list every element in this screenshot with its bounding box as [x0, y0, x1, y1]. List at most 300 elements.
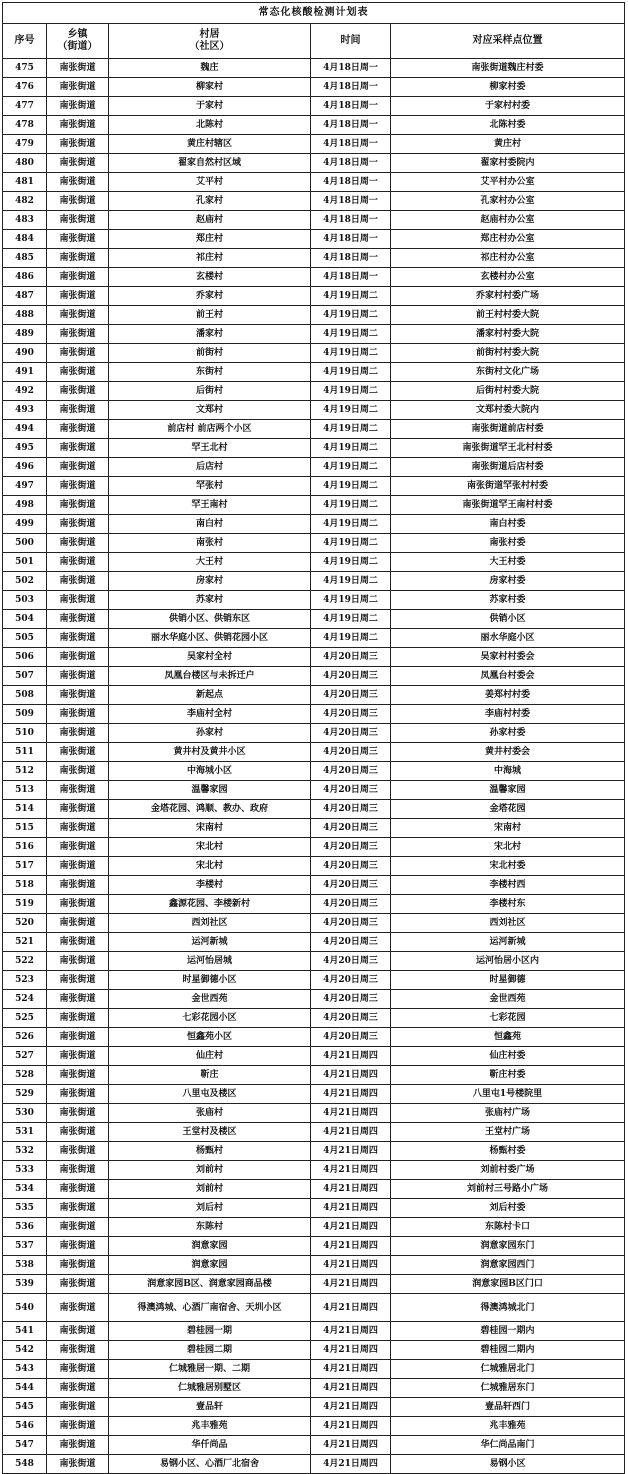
- cell-village: 王堂村及楼区: [109, 1123, 311, 1142]
- cell-town: 南张街道: [47, 724, 109, 743]
- cell-site: 华仁尚品南门: [391, 1436, 625, 1455]
- cell-village: 金世西苑: [109, 990, 311, 1009]
- cell-village: 壹品轩: [109, 1398, 311, 1417]
- cell-town: 南张街道: [47, 78, 109, 97]
- cell-site: 兆丰雅苑: [391, 1417, 625, 1436]
- cell-village: 黄庄村辖区: [109, 135, 311, 154]
- cell-town: 南张街道: [47, 420, 109, 439]
- header-town-line2: （街道）: [57, 41, 98, 52]
- table-row: [3, 1294, 625, 1322]
- cell-town: 南张街道: [47, 1360, 109, 1379]
- cell-village: 仁城雅居一期、二期: [109, 1360, 311, 1379]
- cell-village: 艾平村: [109, 173, 311, 192]
- cell-village: 供销小区、供销东区: [109, 610, 311, 629]
- cell-no: 520: [3, 914, 47, 933]
- cell-no: 524: [3, 990, 47, 1009]
- cell-time: 4月19日周二: [311, 325, 391, 344]
- cell-village: 时星御德小区: [109, 971, 311, 990]
- cell-no: 512: [3, 762, 47, 781]
- cell-village: 运河怡居城: [109, 952, 311, 971]
- table-row: [3, 1379, 625, 1398]
- cell-time: 4月21日周四: [311, 1123, 391, 1142]
- cell-town: 南张街道: [47, 211, 109, 230]
- table-row: [3, 344, 625, 363]
- cell-town: 南张街道: [47, 914, 109, 933]
- cell-time: 4月19日周二: [311, 420, 391, 439]
- table-row: [3, 249, 625, 268]
- cell-village: 文郑村: [109, 401, 311, 420]
- cell-no: 538: [3, 1256, 47, 1275]
- cell-time: 4月19日周二: [311, 458, 391, 477]
- cell-site: 中海城: [391, 762, 625, 781]
- cell-time: 4月20日周三: [311, 781, 391, 800]
- cell-site: 苏家村委: [391, 591, 625, 610]
- cell-no: 519: [3, 895, 47, 914]
- cell-site: 运河新城: [391, 933, 625, 952]
- table-row: [3, 895, 625, 914]
- cell-time: 4月21日周四: [311, 1275, 391, 1294]
- cell-time: 4月19日周二: [311, 610, 391, 629]
- cell-site: 恒鑫苑: [391, 1028, 625, 1047]
- table-row: [3, 857, 625, 876]
- cell-site: 前街村村委大院: [391, 344, 625, 363]
- schedule-page: [2, 2, 624, 1474]
- cell-town: 南张街道: [47, 572, 109, 591]
- header-row: [3, 24, 625, 59]
- cell-site: 李楼村东: [391, 895, 625, 914]
- cell-site: 赵庙村办公室: [391, 211, 625, 230]
- table-row: [3, 1142, 625, 1161]
- cell-village: 宋北村: [109, 838, 311, 857]
- cell-site: 凤凰台村委会: [391, 667, 625, 686]
- cell-site: 东陈村卡口: [391, 1218, 625, 1237]
- cell-town: 南张街道: [47, 971, 109, 990]
- cell-no: 478: [3, 116, 47, 135]
- cell-time: 4月19日周二: [311, 496, 391, 515]
- cell-time: 4月19日周二: [311, 382, 391, 401]
- table-row: [3, 154, 625, 173]
- table-row: [3, 401, 625, 420]
- cell-site: 郑庄村办公室: [391, 230, 625, 249]
- table-row: [3, 230, 625, 249]
- cell-village: 大王村: [109, 553, 311, 572]
- cell-village: 祁庄村: [109, 249, 311, 268]
- cell-no: 499: [3, 515, 47, 534]
- cell-site: 刘后村委: [391, 1199, 625, 1218]
- cell-village: 新起点: [109, 686, 311, 705]
- cell-town: 南张街道: [47, 1455, 109, 1474]
- cell-village: 翟家自然村区域: [109, 154, 311, 173]
- table-row: [3, 1066, 625, 1085]
- cell-village: 苏家村: [109, 591, 311, 610]
- cell-no: 489: [3, 325, 47, 344]
- table-row: [3, 838, 625, 857]
- cell-town: 南张街道: [47, 1009, 109, 1028]
- cell-no: 532: [3, 1142, 47, 1161]
- cell-no: 494: [3, 420, 47, 439]
- cell-time: 4月21日周四: [311, 1066, 391, 1085]
- cell-time: 4月20日周三: [311, 876, 391, 895]
- cell-time: 4月20日周三: [311, 838, 391, 857]
- cell-town: 南张街道: [47, 1379, 109, 1398]
- cell-time: 4月19日周二: [311, 515, 391, 534]
- cell-town: 南张街道: [47, 477, 109, 496]
- cell-site: 潘家村村委大院: [391, 325, 625, 344]
- cell-no: 523: [3, 971, 47, 990]
- cell-no: 490: [3, 344, 47, 363]
- table-row: [3, 97, 625, 116]
- cell-site: 李庙村村委: [391, 705, 625, 724]
- header-village: [109, 24, 311, 59]
- table-row: [3, 1436, 625, 1455]
- table-row: [3, 59, 625, 78]
- cell-town: 南张街道: [47, 1142, 109, 1161]
- table-row: [3, 1455, 625, 1474]
- cell-village: 南张村: [109, 534, 311, 553]
- table-row: [3, 382, 625, 401]
- cell-town: 南张街道: [47, 781, 109, 800]
- cell-time: 4月21日周四: [311, 1142, 391, 1161]
- cell-time: 4月21日周四: [311, 1436, 391, 1455]
- cell-town: 南张街道: [47, 287, 109, 306]
- table-row: [3, 1199, 625, 1218]
- cell-no: 480: [3, 154, 47, 173]
- cell-no: 485: [3, 249, 47, 268]
- cell-town: 南张街道: [47, 534, 109, 553]
- cell-site: 润意家园东门: [391, 1237, 625, 1256]
- cell-site: 祁庄村办公室: [391, 249, 625, 268]
- cell-town: 南张街道: [47, 1398, 109, 1417]
- cell-no: 531: [3, 1123, 47, 1142]
- cell-town: 南张街道: [47, 1161, 109, 1180]
- cell-town: 南张街道: [47, 1341, 109, 1360]
- cell-no: 492: [3, 382, 47, 401]
- cell-site: 后街村村委大院: [391, 382, 625, 401]
- cell-time: 4月21日周四: [311, 1237, 391, 1256]
- cell-no: 539: [3, 1275, 47, 1294]
- cell-time: 4月21日周四: [311, 1180, 391, 1199]
- cell-town: 南张街道: [47, 1256, 109, 1275]
- cell-no: 497: [3, 477, 47, 496]
- cell-village: 赵庙村: [109, 211, 311, 230]
- cell-no: 508: [3, 686, 47, 705]
- cell-time: 4月20日周三: [311, 743, 391, 762]
- cell-site: 时星御德: [391, 971, 625, 990]
- cell-site: 仁城雅居东门: [391, 1379, 625, 1398]
- cell-town: 南张街道: [47, 154, 109, 173]
- cell-site: 南张街道罕王南村村委: [391, 496, 625, 515]
- cell-time: 4月21日周四: [311, 1256, 391, 1275]
- cell-town: 南张街道: [47, 743, 109, 762]
- cell-no: 501: [3, 553, 47, 572]
- cell-village: 房家村: [109, 572, 311, 591]
- cell-no: 477: [3, 97, 47, 116]
- cell-time: 4月21日周四: [311, 1104, 391, 1123]
- cell-town: 南张街道: [47, 876, 109, 895]
- table-row: [3, 553, 625, 572]
- cell-village: 凤凰台楼区与未拆迁户: [109, 667, 311, 686]
- cell-no: 513: [3, 781, 47, 800]
- cell-site: 润意家园西门: [391, 1256, 625, 1275]
- table-row: [3, 287, 625, 306]
- cell-site: 于家村村委: [391, 97, 625, 116]
- cell-village: 罕王南村: [109, 496, 311, 515]
- cell-site: 易钢小区: [391, 1455, 625, 1474]
- cell-town: 南张街道: [47, 705, 109, 724]
- cell-site: 前王村村委大院: [391, 306, 625, 325]
- cell-site: 南张街道后店村委: [391, 458, 625, 477]
- cell-time: 4月21日周四: [311, 1455, 391, 1474]
- cell-time: 4月20日周三: [311, 1028, 391, 1047]
- cell-time: 4月18日周一: [311, 78, 391, 97]
- table-row: [3, 648, 625, 667]
- cell-time: 4月18日周一: [311, 116, 391, 135]
- cell-village: 仁城雅居别墅区: [109, 1379, 311, 1398]
- cell-no: 514: [3, 800, 47, 819]
- cell-site: 金塔花园: [391, 800, 625, 819]
- cell-town: 南张街道: [47, 1275, 109, 1294]
- table-row: [3, 78, 625, 97]
- table-row: [3, 135, 625, 154]
- table-row: [3, 781, 625, 800]
- cell-time: 4月20日周三: [311, 914, 391, 933]
- cell-site: 宋北村委: [391, 857, 625, 876]
- cell-no: 476: [3, 78, 47, 97]
- cell-town: 南张街道: [47, 1066, 109, 1085]
- table-row: [3, 610, 625, 629]
- cell-village: 易钢小区、心酒厂北宿舍: [109, 1455, 311, 1474]
- cell-site: 靳庄村委: [391, 1066, 625, 1085]
- cell-village: 张庙村: [109, 1104, 311, 1123]
- cell-town: 南张街道: [47, 895, 109, 914]
- cell-time: 4月21日周四: [311, 1294, 391, 1322]
- cell-village: 南白村: [109, 515, 311, 534]
- cell-village: 润意家园: [109, 1256, 311, 1275]
- cell-site: 孔家村办公室: [391, 192, 625, 211]
- cell-village: 东街村: [109, 363, 311, 382]
- cell-time: 4月21日周四: [311, 1379, 391, 1398]
- cell-no: 526: [3, 1028, 47, 1047]
- cell-time: 4月19日周二: [311, 629, 391, 648]
- cell-site: 吴家村村委会: [391, 648, 625, 667]
- cell-site: 壹品轩西门: [391, 1398, 625, 1417]
- cell-village: 孙家村: [109, 724, 311, 743]
- cell-site: 得澳鸿城北门: [391, 1294, 625, 1322]
- cell-no: 535: [3, 1199, 47, 1218]
- cell-village: 宋北村: [109, 857, 311, 876]
- cell-town: 南张街道: [47, 952, 109, 971]
- cell-no: 475: [3, 59, 47, 78]
- cell-town: 南张街道: [47, 857, 109, 876]
- cell-town: 南张街道: [47, 1085, 109, 1104]
- cell-time: 4月20日周三: [311, 705, 391, 724]
- cell-town: 南张街道: [47, 1218, 109, 1237]
- cell-village: 后店村: [109, 458, 311, 477]
- cell-village: 八里屯及楼区: [109, 1085, 311, 1104]
- cell-village: 柳家村: [109, 78, 311, 97]
- header-time: 时间: [311, 24, 391, 59]
- cell-time: 4月19日周二: [311, 477, 391, 496]
- cell-town: 南张街道: [47, 591, 109, 610]
- cell-time: 4月21日周四: [311, 1047, 391, 1066]
- table-row: [3, 325, 625, 344]
- table-row: [3, 667, 625, 686]
- cell-no: 517: [3, 857, 47, 876]
- cell-no: 542: [3, 1341, 47, 1360]
- cell-no: 548: [3, 1455, 47, 1474]
- table-row: [3, 1180, 625, 1199]
- table-row: [3, 629, 625, 648]
- cell-site: 运河怡居小区内: [391, 952, 625, 971]
- header-village-line1: 村居: [199, 29, 220, 40]
- cell-site: 碧桂园二期内: [391, 1341, 625, 1360]
- cell-no: 498: [3, 496, 47, 515]
- cell-no: 487: [3, 287, 47, 306]
- cell-no: 544: [3, 1379, 47, 1398]
- table-row: [3, 1417, 625, 1436]
- cell-village: 郑庄村: [109, 230, 311, 249]
- cell-time: 4月21日周四: [311, 1341, 391, 1360]
- cell-no: 509: [3, 705, 47, 724]
- cell-town: 南张街道: [47, 59, 109, 78]
- table-row: [3, 1104, 625, 1123]
- cell-site: 李楼村西: [391, 876, 625, 895]
- cell-no: 529: [3, 1085, 47, 1104]
- cell-site: 七彩花园: [391, 1009, 625, 1028]
- cell-no: 486: [3, 268, 47, 287]
- table-row: [3, 1341, 625, 1360]
- cell-no: 506: [3, 648, 47, 667]
- cell-time: 4月21日周四: [311, 1085, 391, 1104]
- cell-village: 碧桂园一期: [109, 1322, 311, 1341]
- cell-village: 温馨家园: [109, 781, 311, 800]
- cell-time: 4月18日周一: [311, 192, 391, 211]
- cell-site: 南张街道魏庄村委: [391, 59, 625, 78]
- cell-time: 4月20日周三: [311, 762, 391, 781]
- cell-no: 502: [3, 572, 47, 591]
- cell-site: 柳家村委: [391, 78, 625, 97]
- cell-site: 碧桂园一期内: [391, 1322, 625, 1341]
- cell-village: 靳庄: [109, 1066, 311, 1085]
- cell-town: 南张街道: [47, 249, 109, 268]
- cell-town: 南张街道: [47, 439, 109, 458]
- cell-town: 南张街道: [47, 1123, 109, 1142]
- cell-time: 4月18日周一: [311, 173, 391, 192]
- cell-town: 南张街道: [47, 268, 109, 287]
- cell-village: 碧桂园二期: [109, 1341, 311, 1360]
- header-town: [47, 24, 109, 59]
- cell-village: 李楼村: [109, 876, 311, 895]
- cell-time: 4月19日周二: [311, 591, 391, 610]
- cell-time: 4月20日周三: [311, 667, 391, 686]
- cell-village: 刘前村: [109, 1180, 311, 1199]
- table-row: [3, 876, 625, 895]
- cell-village: 潘家村: [109, 325, 311, 344]
- cell-site: 张庙村广场: [391, 1104, 625, 1123]
- cell-time: 4月18日周一: [311, 268, 391, 287]
- cell-no: 540: [3, 1294, 47, 1322]
- cell-time: 4月20日周三: [311, 819, 391, 838]
- cell-town: 南张街道: [47, 667, 109, 686]
- cell-town: 南张街道: [47, 933, 109, 952]
- cell-site: 温馨家园: [391, 781, 625, 800]
- cell-time: 4月20日周三: [311, 686, 391, 705]
- cell-time: 4月19日周二: [311, 572, 391, 591]
- cell-village: 运河新城: [109, 933, 311, 952]
- cell-site: 供销小区: [391, 610, 625, 629]
- cell-no: 527: [3, 1047, 47, 1066]
- cell-town: 南张街道: [47, 496, 109, 515]
- table-row: [3, 477, 625, 496]
- cell-town: 南张街道: [47, 1294, 109, 1322]
- cell-site: 姜郑村村委: [391, 686, 625, 705]
- cell-no: 528: [3, 1066, 47, 1085]
- cell-site: 南张街道前店村委: [391, 420, 625, 439]
- cell-site: 南张村委: [391, 534, 625, 553]
- cell-town: 南张街道: [47, 648, 109, 667]
- cell-no: 510: [3, 724, 47, 743]
- cell-site: 宋南村: [391, 819, 625, 838]
- cell-no: 495: [3, 439, 47, 458]
- cell-no: 534: [3, 1180, 47, 1199]
- table-row: [3, 211, 625, 230]
- cell-time: 4月20日周三: [311, 724, 391, 743]
- cell-no: 541: [3, 1322, 47, 1341]
- cell-town: 南张街道: [47, 344, 109, 363]
- cell-village: 刘后村: [109, 1199, 311, 1218]
- cell-village: 李庙村全村: [109, 705, 311, 724]
- cell-time: 4月21日周四: [311, 1417, 391, 1436]
- cell-village: 于家村: [109, 97, 311, 116]
- cell-site: 南张街道罕王北村村委: [391, 439, 625, 458]
- table-row: [3, 686, 625, 705]
- cell-no: 521: [3, 933, 47, 952]
- cell-village: 黄井村及黄井小区: [109, 743, 311, 762]
- cell-no: 493: [3, 401, 47, 420]
- table-row: [3, 1009, 625, 1028]
- cell-time: 4月20日周三: [311, 990, 391, 1009]
- cell-time: 4月19日周二: [311, 363, 391, 382]
- cell-town: 南张街道: [47, 610, 109, 629]
- table-row: [3, 1028, 625, 1047]
- cell-site: 大王村委: [391, 553, 625, 572]
- table-row: [3, 762, 625, 781]
- cell-site: 润意家园B区门口: [391, 1275, 625, 1294]
- table-row: [3, 800, 625, 819]
- cell-village: 玄楼村: [109, 268, 311, 287]
- cell-village: 金塔花园、鸿顺、教办、政府: [109, 800, 311, 819]
- cell-site: 东街村文化广场: [391, 363, 625, 382]
- cell-no: 511: [3, 743, 47, 762]
- cell-site: 北陈村委: [391, 116, 625, 135]
- cell-no: 504: [3, 610, 47, 629]
- cell-time: 4月18日周一: [311, 211, 391, 230]
- cell-town: 南张街道: [47, 800, 109, 819]
- cell-site: 文郑村委大院内: [391, 401, 625, 420]
- cell-time: 4月19日周二: [311, 553, 391, 572]
- cell-time: 4月19日周二: [311, 306, 391, 325]
- cell-time: 4月19日周二: [311, 287, 391, 306]
- table-row: [3, 173, 625, 192]
- table-row: [3, 1322, 625, 1341]
- cell-town: 南张街道: [47, 1417, 109, 1436]
- cell-village: 兆丰雅苑: [109, 1417, 311, 1436]
- cell-site: 乔家村村委广场: [391, 287, 625, 306]
- table-row: [3, 743, 625, 762]
- cell-no: 482: [3, 192, 47, 211]
- cell-time: 4月21日周四: [311, 1218, 391, 1237]
- cell-village: 丽水华庭小区、供销花园小区: [109, 629, 311, 648]
